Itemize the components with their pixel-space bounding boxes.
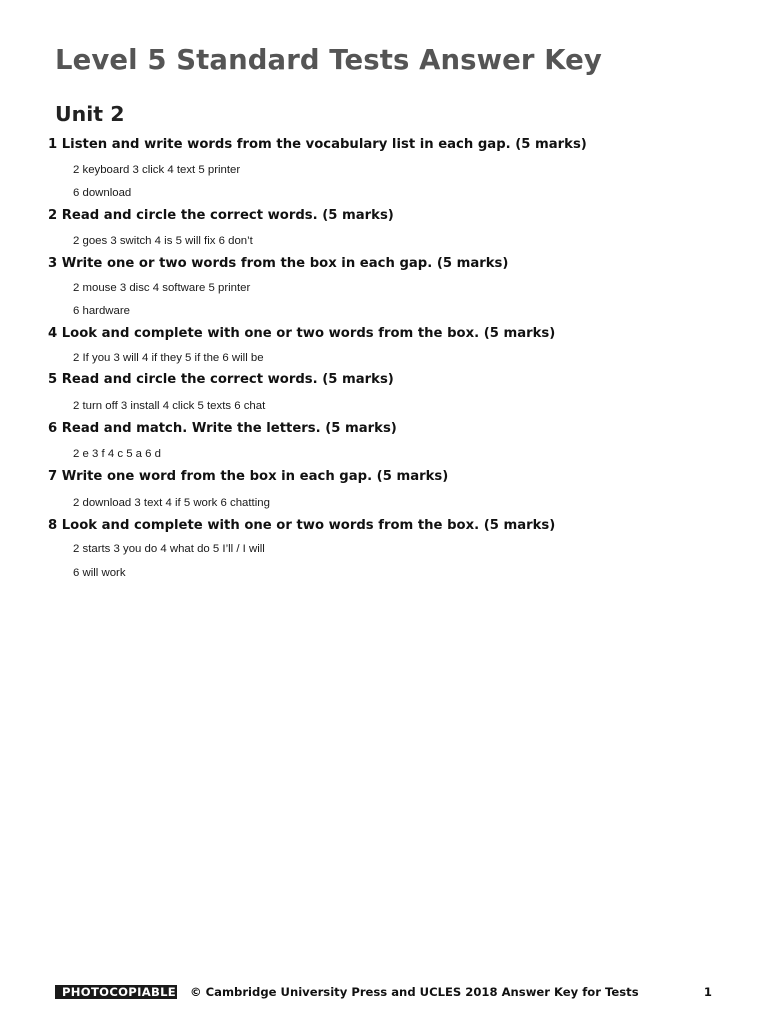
question-1-title: 1 Listen and write words from the vocabulary list in each gap. (5 marks) xyxy=(48,137,587,152)
question-3-answer-line-1: 2 mouse 3 disc 4 software 5 printer xyxy=(73,282,251,294)
question-4-answer-line-1: 2 If you 3 will 4 if they 5 if the 6 will be xyxy=(73,352,264,364)
photocopiable-badge: PHOTOCOPIABLE xyxy=(55,985,177,999)
question-6-answer-line-1: 2 e 3 f 4 c 5 a 6 d xyxy=(73,448,162,460)
page-number: 1 xyxy=(703,985,712,999)
question-3-answer-line-2: 6 hardware xyxy=(73,305,130,317)
question-3-title: 3 Write one or two words from the box in each gap. (5 marks) xyxy=(48,256,509,271)
question-7-answer-line-1: 2 download 3 text 4 if 5 work 6 chatting xyxy=(73,497,270,509)
question-1-answer-line-2: 6 download xyxy=(73,187,132,199)
question-8-answer-line-2: 6 will work xyxy=(73,567,126,579)
question-1-answer-line-1: 2 keyboard 3 click 4 text 5 printer xyxy=(73,164,241,176)
question-5-answer-line-1: 2 turn off 3 install 4 click 5 texts 6 chat xyxy=(73,400,266,412)
question-7-title: 7 Write one word from the box in each gap. (5 marks) xyxy=(48,469,449,484)
question-5-title: 5 Read and circle the correct words. (5 marks) xyxy=(48,372,394,387)
question-6-title: 6 Read and match. Write the letters. (5 marks) xyxy=(48,421,397,436)
question-2-title: 2 Read and circle the correct words. (5 marks) xyxy=(48,208,394,223)
question-8-title: 8 Look and complete with one or two words from the box. (5 marks) xyxy=(48,518,556,533)
page-footer xyxy=(55,984,715,1002)
unit-heading: Unit 2 xyxy=(55,102,125,126)
question-2-answer-line-1: 2 goes 3 switch 4 is 5 will fix 6 don’t xyxy=(73,235,253,247)
copyright-notice: © Cambridge University Press and UCLES 2018 Answer Key for Tests xyxy=(190,985,639,999)
document-title: Level 5 Standard Tests Answer Key xyxy=(55,44,602,76)
question-8-answer-line-1: 2 starts 3 you do 4 what do 5 I’ll / I will xyxy=(73,543,265,555)
question-4-title: 4 Look and complete with one or two words from the box. (5 marks) xyxy=(48,326,556,341)
